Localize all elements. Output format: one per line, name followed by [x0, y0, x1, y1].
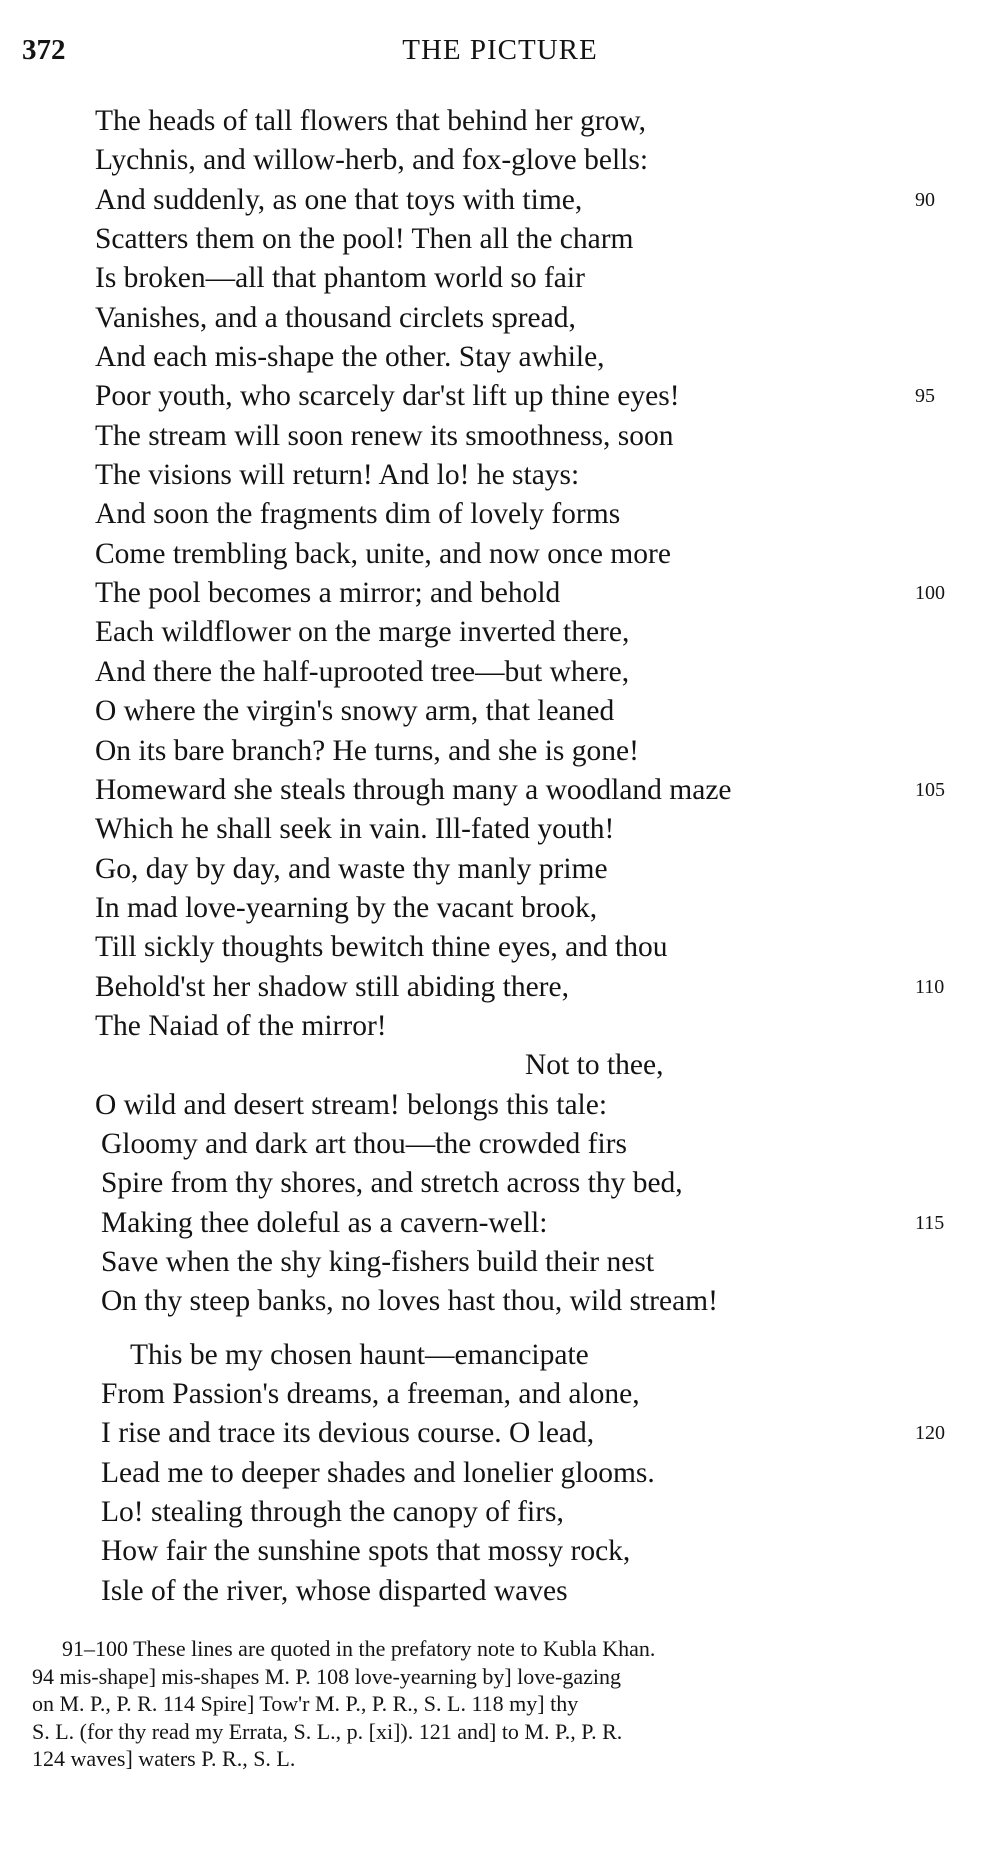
- line-number: 105: [915, 778, 945, 801]
- line-number: 115: [915, 1211, 945, 1234]
- poem-line-text: Gloomy and dark art thou—the crowded firs: [101, 1127, 627, 1160]
- poem-line: [95, 1414, 975, 1453]
- running-title: THE PICTURE: [402, 34, 598, 66]
- poem-line-text: The Naiad of the mirror!: [95, 1009, 387, 1042]
- poem-line-text: Not to thee,: [525, 1049, 664, 1082]
- poem-line-text: Save when the shy king-fishers build their nest: [101, 1245, 655, 1278]
- poem-line-text: O wild and desert stream! belongs this tale:: [95, 1088, 608, 1121]
- poem-line-text: And soon the fragments dim of lovely forms: [95, 498, 621, 531]
- poem-line-text: And suddenly, as one that toys with time,: [95, 183, 583, 216]
- poem-line: [95, 299, 975, 338]
- poem-line-text: Which he shall seek in vain. Ill-fated youth!: [95, 813, 615, 846]
- footnote-line: on M. P., P. R. 114 Spire] Tow'r M. P., P. R., S. L. 118 my] thy: [32, 1691, 579, 1716]
- poem-line: [95, 377, 975, 416]
- poem-line-text: On its bare branch? He turns, and she is gone!: [95, 734, 639, 767]
- poem-line: [95, 653, 975, 692]
- poem-line: [95, 850, 975, 889]
- poem-line-text: Go, day by day, and waste thy manly prime: [95, 852, 608, 885]
- poem-line-text: Isle of the river, whose disparted waves: [101, 1574, 568, 1607]
- poem-line: [95, 338, 975, 377]
- poem-line: [95, 1493, 975, 1532]
- poem-line-text: And there the half-uprooted tree—but where,: [95, 655, 630, 688]
- poem-line-text: The heads of tall flowers that behind her grow,: [95, 105, 647, 137]
- poem-line-text: Vanishes, and a thousand circlets spread,: [95, 301, 576, 334]
- poem-line-text: Scatters them on the pool! Then all the charm: [95, 223, 634, 256]
- poem-line-text: I rise and trace its devious course. O lead,: [101, 1417, 595, 1450]
- poem-line: [95, 1007, 975, 1046]
- poem-line: [95, 417, 975, 456]
- poem-line-text: Homeward she steals through many a woodland maze: [95, 773, 732, 806]
- poem-line-text: On thy steep banks, no loves hast thou, wild stream!: [101, 1285, 718, 1318]
- poem-line-text: Till sickly thoughts bewitch thine eyes, and thou: [95, 931, 668, 964]
- poem-line: [95, 732, 975, 771]
- poem-line-text: Spire from thy shores, and stretch across thy bed,: [101, 1167, 683, 1200]
- poem-line: [95, 495, 975, 534]
- poem-line-text: Lychnis, and willow-herb, and fox-glove bells:: [95, 144, 649, 177]
- poem-line: [95, 1046, 975, 1085]
- poem-line: [95, 1336, 975, 1375]
- poem-line: [95, 1532, 975, 1571]
- poem-line-text: In mad love-yearning by the vacant brook,: [95, 891, 598, 924]
- poem-line: [95, 181, 975, 220]
- poem-line: [95, 1086, 975, 1125]
- poem-line-text: The stream will soon renew its smoothness, soon: [95, 419, 674, 452]
- line-number: 120: [915, 1422, 945, 1445]
- poem-line-text: The visions will return! And lo! he stays:: [95, 459, 580, 492]
- line-number: 90: [915, 188, 935, 211]
- poem-line: [95, 928, 975, 967]
- poem-line-text: And each mis-shape the other. Stay awhile,: [95, 341, 605, 374]
- poem-line-text: Behold'st her shadow still abiding there,: [95, 970, 569, 1003]
- poem-line-text: O where the virgin's snowy arm, that leaned: [95, 695, 615, 728]
- poem-line: [95, 1375, 975, 1414]
- poem-line: [95, 1204, 975, 1243]
- poem-line-text: Is broken—all that phantom world so fair: [95, 262, 585, 295]
- line-number: 100: [915, 582, 945, 605]
- poem-line: [95, 1243, 975, 1282]
- footnote-line: S. L. (for thy read my Errata, S. L., p. [xi]). 121 and] to M. P., P. R.: [32, 1718, 623, 1744]
- poem-line: [95, 771, 975, 810]
- poem-line-text: How fair the sunshine spots that mossy rock,: [101, 1535, 631, 1568]
- poem-line: [95, 810, 975, 849]
- poem-line: [95, 968, 975, 1007]
- poem-line: [95, 1572, 975, 1611]
- line-number: 95: [915, 385, 935, 408]
- poem-line-text: Lo! stealing through the canopy of firs,: [101, 1496, 564, 1529]
- line-number: 110: [915, 975, 945, 998]
- poem-line: [95, 1282, 975, 1321]
- poem-line: [95, 613, 975, 652]
- footnotes: [32, 1635, 972, 1773]
- poem-line: [95, 692, 975, 731]
- poem-body: [95, 102, 975, 1611]
- poem-line: [95, 1164, 975, 1203]
- poem-line: [95, 574, 975, 613]
- footnote-line: 124 waves] waters P. R., S. L.: [32, 1746, 296, 1771]
- poem-line-text: Lead me to deeper shades and lonelier glooms.: [101, 1456, 655, 1489]
- poem-line: [95, 220, 975, 259]
- poem-line-text: Each wildflower on the marge inverted there,: [95, 616, 630, 649]
- poem-line-text: Making thee doleful as a cavern-well:: [101, 1206, 548, 1239]
- page-number: 372: [22, 34, 66, 66]
- poem-line: [95, 889, 975, 928]
- poem-line: [95, 1125, 975, 1164]
- poem-line: [95, 535, 975, 574]
- poem-line: [95, 141, 975, 180]
- poem-line: [95, 259, 975, 298]
- footnote-line: 91–100 These lines are quoted in the prefatory note to Kubla Khan.: [62, 1636, 656, 1661]
- poem-line-text: From Passion's dreams, a freeman, and alone,: [101, 1378, 640, 1410]
- poem-line: [95, 1454, 975, 1493]
- poem-line: [95, 456, 975, 495]
- footnote-line: 94 mis-shape] mis-shapes M. P. 108 love-yearning by] love-gazing: [32, 1663, 621, 1689]
- poem-line: [95, 102, 975, 141]
- poem-line-text: This be my chosen haunt—emancipate: [130, 1338, 589, 1371]
- poem-line-text: Come trembling back, unite, and now once more: [95, 537, 671, 570]
- poem-line-text: The pool becomes a mirror; and behold: [95, 577, 561, 610]
- poem-line-text: Poor youth, who scarcely dar'st lift up thine eyes!: [95, 380, 680, 413]
